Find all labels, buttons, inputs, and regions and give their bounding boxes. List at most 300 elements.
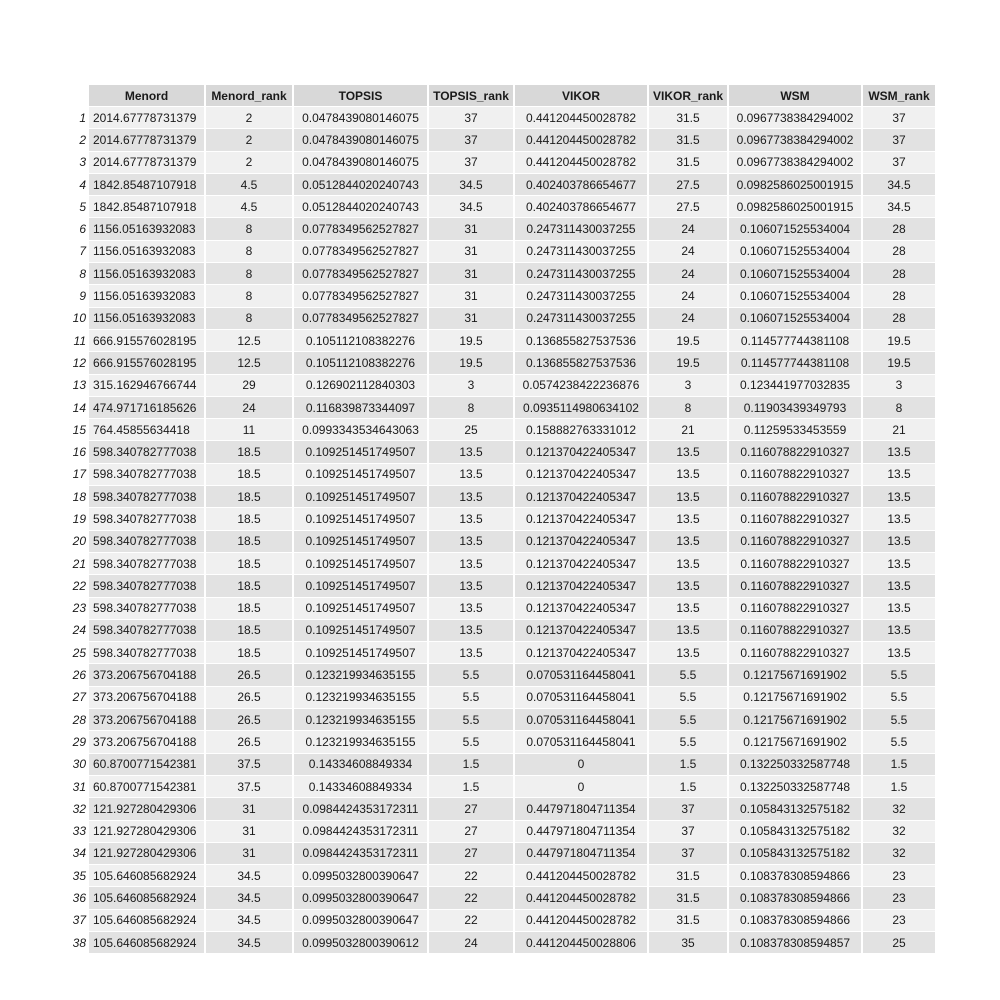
cell-menord: 666.915576028195	[89, 352, 206, 374]
row-number: 35	[62, 865, 89, 887]
cell-menord: 2014.67778731379	[89, 107, 206, 129]
cell-topsis-rank: 13.5	[429, 441, 515, 463]
cell-menord: 60.8700771542381	[89, 754, 206, 776]
table-row[interactable]	[62, 152, 937, 174]
cell-menord-rank: 31	[206, 843, 294, 865]
cell-topsis: 0.123219934635155	[294, 687, 429, 709]
cell-vikor: 0.0574238422236876	[515, 375, 649, 397]
cell-topsis-rank: 22	[429, 887, 515, 909]
row-number: 9	[62, 285, 89, 307]
row-number: 34	[62, 843, 89, 865]
cell-topsis: 0.123219934635155	[294, 709, 429, 731]
cell-wsm: 0.12175671691902	[729, 709, 863, 731]
cell-vikor-rank: 13.5	[649, 464, 729, 486]
cell-topsis: 0.109251451749507	[294, 575, 429, 597]
cell-menord: 1842.85487107918	[89, 174, 206, 196]
row-number: 37	[62, 910, 89, 932]
table-row[interactable]	[62, 642, 937, 664]
table-row[interactable]	[62, 687, 937, 709]
cell-wsm-rank: 32	[863, 843, 937, 865]
cell-menord: 598.340782777038	[89, 575, 206, 597]
cell-topsis-rank: 1.5	[429, 754, 515, 776]
cell-menord-rank: 18.5	[206, 553, 294, 575]
cell-topsis-rank: 13.5	[429, 486, 515, 508]
table-row[interactable]	[62, 598, 937, 620]
row-number: 10	[62, 308, 89, 330]
cell-vikor: 0.441204450028782	[515, 865, 649, 887]
table-row[interactable]	[62, 129, 937, 151]
cell-vikor: 0.447971804711354	[515, 798, 649, 820]
cell-wsm: 0.106071525534004	[729, 218, 863, 240]
table-row[interactable]	[62, 843, 937, 865]
cell-topsis-rank: 5.5	[429, 664, 515, 686]
cell-topsis: 0.0984424353172311	[294, 821, 429, 843]
cell-menord-rank: 2	[206, 129, 294, 151]
cell-menord: 373.206756704188	[89, 664, 206, 686]
cell-topsis-rank: 13.5	[429, 531, 515, 553]
cell-topsis-rank: 34.5	[429, 196, 515, 218]
cell-wsm: 0.123441977032835	[729, 375, 863, 397]
cell-topsis: 0.0478439080146075	[294, 129, 429, 151]
table-row[interactable]	[62, 821, 937, 843]
cell-menord-rank: 34.5	[206, 910, 294, 932]
cell-menord: 474.971716185626	[89, 397, 206, 419]
cell-vikor: 0.441204450028782	[515, 129, 649, 151]
table-row[interactable]	[62, 218, 937, 240]
cell-menord-rank: 8	[206, 263, 294, 285]
cell-topsis-rank: 31	[429, 218, 515, 240]
row-number: 25	[62, 642, 89, 664]
cell-wsm: 0.108378308594866	[729, 887, 863, 909]
cell-wsm: 0.106071525534004	[729, 308, 863, 330]
cell-wsm-rank: 3	[863, 375, 937, 397]
cell-wsm-rank: 25	[863, 932, 937, 954]
cell-menord: 121.927280429306	[89, 843, 206, 865]
cell-menord: 373.206756704188	[89, 709, 206, 731]
cell-vikor-rank: 19.5	[649, 352, 729, 374]
row-number: 14	[62, 397, 89, 419]
cell-vikor-rank: 31.5	[649, 107, 729, 129]
cell-topsis: 0.109251451749507	[294, 598, 429, 620]
cell-vikor-rank: 5.5	[649, 709, 729, 731]
cell-wsm-rank: 23	[863, 865, 937, 887]
cell-vikor: 0.0935114980634102	[515, 397, 649, 419]
table-row[interactable]	[62, 776, 937, 798]
cell-wsm-rank: 19.5	[863, 330, 937, 352]
table-row[interactable]	[62, 620, 937, 642]
cell-wsm-rank: 13.5	[863, 642, 937, 664]
cell-wsm-rank: 5.5	[863, 709, 937, 731]
cell-wsm: 0.116078822910327	[729, 486, 863, 508]
cell-menord-rank: 8	[206, 285, 294, 307]
row-number: 1	[62, 107, 89, 129]
row-number: 26	[62, 664, 89, 686]
cell-topsis-rank: 24	[429, 932, 515, 954]
table-row[interactable]	[62, 486, 937, 508]
cell-wsm: 0.116078822910327	[729, 553, 863, 575]
cell-menord-rank: 26.5	[206, 709, 294, 731]
row-number: 15	[62, 419, 89, 441]
cell-topsis-rank: 27	[429, 798, 515, 820]
cell-menord: 598.340782777038	[89, 486, 206, 508]
cell-menord-rank: 12.5	[206, 330, 294, 352]
table-row[interactable]	[62, 375, 937, 397]
cell-vikor-rank: 13.5	[649, 486, 729, 508]
cell-wsm-rank: 13.5	[863, 508, 937, 530]
cell-topsis: 0.0995032800390612	[294, 932, 429, 954]
cell-vikor: 0.136855827537536	[515, 352, 649, 374]
cell-vikor-rank: 13.5	[649, 553, 729, 575]
cell-menord: 1156.05163932083	[89, 218, 206, 240]
cell-wsm: 0.116078822910327	[729, 575, 863, 597]
cell-vikor-rank: 3	[649, 375, 729, 397]
cell-topsis: 0.123219934635155	[294, 731, 429, 753]
row-number: 8	[62, 263, 89, 285]
cell-topsis: 0.109251451749507	[294, 508, 429, 530]
column-header-vikor[interactable]: VIKOR	[515, 85, 649, 107]
cell-topsis-rank: 25	[429, 419, 515, 441]
cell-wsm-rank: 28	[863, 241, 937, 263]
cell-menord: 764.45855634418	[89, 419, 206, 441]
cell-topsis: 0.109251451749507	[294, 553, 429, 575]
cell-vikor-rank: 31.5	[649, 887, 729, 909]
cell-wsm-rank: 21	[863, 419, 937, 441]
cell-wsm: 0.12175671691902	[729, 664, 863, 686]
cell-topsis: 0.109251451749507	[294, 486, 429, 508]
cell-vikor-rank: 37	[649, 843, 729, 865]
cell-topsis-rank: 13.5	[429, 508, 515, 530]
cell-topsis-rank: 5.5	[429, 731, 515, 753]
table-row[interactable]	[62, 553, 937, 575]
cell-topsis: 0.14334608849334	[294, 776, 429, 798]
cell-topsis-rank: 27	[429, 821, 515, 843]
cell-topsis: 0.105112108382276	[294, 352, 429, 374]
cell-vikor-rank: 13.5	[649, 531, 729, 553]
cell-menord-rank: 24	[206, 397, 294, 419]
cell-menord-rank: 37.5	[206, 754, 294, 776]
cell-menord-rank: 34.5	[206, 887, 294, 909]
cell-menord-rank: 4.5	[206, 174, 294, 196]
table-row[interactable]	[62, 932, 937, 954]
cell-vikor: 0.158882763331012	[515, 419, 649, 441]
cell-wsm-rank: 34.5	[863, 196, 937, 218]
table-row[interactable]	[62, 196, 937, 218]
results-table	[62, 85, 937, 954]
cell-wsm: 0.132250332587748	[729, 776, 863, 798]
cell-menord-rank: 18.5	[206, 486, 294, 508]
cell-wsm-rank: 37	[863, 129, 937, 151]
table-row[interactable]	[62, 397, 937, 419]
cell-vikor: 0.121370422405347	[515, 441, 649, 463]
cell-wsm-rank: 13.5	[863, 620, 937, 642]
cell-wsm: 0.132250332587748	[729, 754, 863, 776]
cell-vikor: 0.070531164458041	[515, 664, 649, 686]
cell-topsis-rank: 27	[429, 843, 515, 865]
cell-wsm: 0.116078822910327	[729, 464, 863, 486]
cell-menord-rank: 26.5	[206, 731, 294, 753]
cell-menord: 60.8700771542381	[89, 776, 206, 798]
table-row[interactable]	[62, 263, 937, 285]
cell-vikor: 0.247311430037255	[515, 218, 649, 240]
cell-topsis-rank: 13.5	[429, 642, 515, 664]
table-row[interactable]	[62, 910, 937, 932]
cell-vikor-rank: 31.5	[649, 865, 729, 887]
cell-wsm-rank: 13.5	[863, 575, 937, 597]
cell-topsis: 0.0995032800390647	[294, 910, 429, 932]
cell-vikor-rank: 5.5	[649, 687, 729, 709]
cell-menord: 598.340782777038	[89, 508, 206, 530]
cell-vikor: 0.441204450028806	[515, 932, 649, 954]
row-number: 24	[62, 620, 89, 642]
cell-topsis-rank: 34.5	[429, 174, 515, 196]
cell-vikor-rank: 1.5	[649, 776, 729, 798]
table-row[interactable]	[62, 107, 937, 129]
cell-menord: 598.340782777038	[89, 441, 206, 463]
table-row[interactable]	[62, 308, 937, 330]
cell-topsis: 0.109251451749507	[294, 642, 429, 664]
cell-menord-rank: 18.5	[206, 642, 294, 664]
cell-vikor: 0.070531164458041	[515, 709, 649, 731]
column-header-wsm-rank[interactable]: WSM_rank	[863, 85, 937, 107]
cell-menord: 105.646085682924	[89, 865, 206, 887]
cell-menord-rank: 12.5	[206, 352, 294, 374]
row-number: 3	[62, 152, 89, 174]
cell-wsm: 0.116078822910327	[729, 508, 863, 530]
cell-vikor: 0.121370422405347	[515, 508, 649, 530]
cell-topsis: 0.126902112840303	[294, 375, 429, 397]
row-number: 11	[62, 330, 89, 352]
cell-topsis: 0.0778349562527827	[294, 263, 429, 285]
cell-wsm: 0.108378308594857	[729, 932, 863, 954]
cell-topsis-rank: 13.5	[429, 553, 515, 575]
row-number: 18	[62, 486, 89, 508]
cell-menord-rank: 18.5	[206, 620, 294, 642]
row-number: 5	[62, 196, 89, 218]
cell-menord: 598.340782777038	[89, 464, 206, 486]
row-number: 7	[62, 241, 89, 263]
cell-wsm-rank: 1.5	[863, 776, 937, 798]
cell-topsis-rank: 5.5	[429, 687, 515, 709]
cell-menord: 121.927280429306	[89, 821, 206, 843]
cell-menord: 598.340782777038	[89, 553, 206, 575]
cell-wsm-rank: 13.5	[863, 598, 937, 620]
cell-menord: 373.206756704188	[89, 731, 206, 753]
cell-menord: 598.340782777038	[89, 598, 206, 620]
column-header-menord[interactable]: Menord	[89, 85, 206, 107]
table-row[interactable]	[62, 174, 937, 196]
cell-menord: 1156.05163932083	[89, 285, 206, 307]
cell-vikor-rank: 31.5	[649, 910, 729, 932]
cell-wsm-rank: 37	[863, 152, 937, 174]
cell-vikor-rank: 35	[649, 932, 729, 954]
column-header-vikor-rank[interactable]: VIKOR_rank	[649, 85, 729, 107]
cell-vikor-rank: 24	[649, 263, 729, 285]
cell-vikor-rank: 24	[649, 241, 729, 263]
table-row[interactable]	[62, 664, 937, 686]
cell-menord: 598.340782777038	[89, 531, 206, 553]
cell-vikor: 0.121370422405347	[515, 620, 649, 642]
cell-wsm: 0.0967738384294002	[729, 107, 863, 129]
cell-vikor: 0.441204450028782	[515, 887, 649, 909]
cell-wsm: 0.105843132575182	[729, 843, 863, 865]
cell-wsm: 0.116078822910327	[729, 642, 863, 664]
row-number: 22	[62, 575, 89, 597]
cell-wsm: 0.114577744381108	[729, 330, 863, 352]
cell-vikor: 0.441204450028782	[515, 107, 649, 129]
cell-wsm-rank: 28	[863, 308, 937, 330]
cell-wsm: 0.0967738384294002	[729, 129, 863, 151]
cell-wsm-rank: 13.5	[863, 464, 937, 486]
cell-wsm-rank: 28	[863, 218, 937, 240]
cell-topsis: 0.0995032800390647	[294, 887, 429, 909]
cell-vikor-rank: 13.5	[649, 441, 729, 463]
table-row[interactable]	[62, 419, 937, 441]
cell-vikor: 0.121370422405347	[515, 531, 649, 553]
cell-topsis-rank: 31	[429, 285, 515, 307]
cell-vikor: 0.402403786654677	[515, 196, 649, 218]
cell-topsis-rank: 37	[429, 107, 515, 129]
table-row[interactable]	[62, 352, 937, 374]
cell-vikor: 0.121370422405347	[515, 464, 649, 486]
cell-topsis-rank: 8	[429, 397, 515, 419]
cell-vikor-rank: 37	[649, 821, 729, 843]
cell-menord-rank: 8	[206, 308, 294, 330]
cell-wsm-rank: 23	[863, 910, 937, 932]
header-row	[62, 85, 937, 107]
table-row[interactable]	[62, 330, 937, 352]
cell-menord-rank: 8	[206, 241, 294, 263]
row-number: 32	[62, 798, 89, 820]
cell-menord: 1156.05163932083	[89, 308, 206, 330]
cell-vikor: 0.247311430037255	[515, 285, 649, 307]
row-number: 12	[62, 352, 89, 374]
cell-vikor: 0.121370422405347	[515, 553, 649, 575]
cell-menord-rank: 37.5	[206, 776, 294, 798]
cell-topsis: 0.0993343534643063	[294, 419, 429, 441]
row-number: 2	[62, 129, 89, 151]
column-header-topsis[interactable]: TOPSIS	[294, 85, 429, 107]
cell-vikor-rank: 31.5	[649, 152, 729, 174]
cell-topsis: 0.14334608849334	[294, 754, 429, 776]
cell-wsm: 0.108378308594866	[729, 865, 863, 887]
cell-topsis: 0.0778349562527827	[294, 218, 429, 240]
cell-vikor: 0	[515, 754, 649, 776]
table-row[interactable]	[62, 241, 937, 263]
cell-topsis-rank: 13.5	[429, 464, 515, 486]
cell-vikor-rank: 8	[649, 397, 729, 419]
column-header-topsis-rank[interactable]: TOPSIS_rank	[429, 85, 515, 107]
column-header-menord-rank[interactable]: Menord_rank	[206, 85, 294, 107]
cell-vikor-rank: 5.5	[649, 731, 729, 753]
table-row[interactable]	[62, 887, 937, 909]
cell-menord-rank: 18.5	[206, 464, 294, 486]
cell-menord-rank: 31	[206, 821, 294, 843]
cell-vikor-rank: 13.5	[649, 598, 729, 620]
cell-topsis-rank: 37	[429, 152, 515, 174]
table-row[interactable]	[62, 865, 937, 887]
cell-wsm-rank: 32	[863, 821, 937, 843]
cell-menord: 373.206756704188	[89, 687, 206, 709]
table-row[interactable]	[62, 731, 937, 753]
row-number: 31	[62, 776, 89, 798]
cell-vikor-rank: 24	[649, 285, 729, 307]
cell-wsm-rank: 5.5	[863, 664, 937, 686]
cell-vikor: 0.447971804711354	[515, 843, 649, 865]
row-number: 27	[62, 687, 89, 709]
row-number: 4	[62, 174, 89, 196]
row-number-header	[62, 85, 89, 107]
column-header-wsm[interactable]: WSM	[729, 85, 863, 107]
cell-menord-rank: 26.5	[206, 664, 294, 686]
cell-wsm-rank: 28	[863, 263, 937, 285]
row-number: 21	[62, 553, 89, 575]
cell-topsis: 0.0778349562527827	[294, 285, 429, 307]
cell-wsm: 0.116078822910327	[729, 620, 863, 642]
cell-topsis-rank: 37	[429, 129, 515, 151]
table-row[interactable]	[62, 531, 937, 553]
cell-topsis: 0.0478439080146075	[294, 107, 429, 129]
cell-menord: 105.646085682924	[89, 932, 206, 954]
cell-wsm-rank: 5.5	[863, 731, 937, 753]
cell-topsis: 0.0778349562527827	[294, 241, 429, 263]
cell-topsis: 0.0984424353172311	[294, 798, 429, 820]
cell-menord: 598.340782777038	[89, 620, 206, 642]
cell-topsis: 0.116839873344097	[294, 397, 429, 419]
row-number: 16	[62, 441, 89, 463]
table-row[interactable]	[62, 754, 937, 776]
cell-wsm: 0.0967738384294002	[729, 152, 863, 174]
cell-menord-rank: 34.5	[206, 932, 294, 954]
table-row[interactable]	[62, 441, 937, 463]
cell-wsm: 0.106071525534004	[729, 263, 863, 285]
cell-wsm-rank: 13.5	[863, 486, 937, 508]
cell-menord: 598.340782777038	[89, 642, 206, 664]
cell-wsm: 0.116078822910327	[729, 531, 863, 553]
cell-wsm: 0.108378308594866	[729, 910, 863, 932]
cell-wsm-rank: 13.5	[863, 531, 937, 553]
cell-vikor: 0.441204450028782	[515, 910, 649, 932]
cell-vikor-rank: 19.5	[649, 330, 729, 352]
cell-vikor-rank: 31.5	[649, 129, 729, 151]
cell-wsm-rank: 34.5	[863, 174, 937, 196]
cell-wsm: 0.105843132575182	[729, 821, 863, 843]
cell-vikor: 0.247311430037255	[515, 241, 649, 263]
cell-vikor: 0.247311430037255	[515, 308, 649, 330]
table-row[interactable]	[62, 285, 937, 307]
cell-wsm-rank: 23	[863, 887, 937, 909]
cell-wsm-rank: 1.5	[863, 754, 937, 776]
cell-menord: 1156.05163932083	[89, 241, 206, 263]
cell-topsis-rank: 3	[429, 375, 515, 397]
table-row[interactable]	[62, 508, 937, 530]
table-row[interactable]	[62, 575, 937, 597]
table-row[interactable]	[62, 464, 937, 486]
row-number: 29	[62, 731, 89, 753]
cell-menord: 1842.85487107918	[89, 196, 206, 218]
cell-topsis-rank: 22	[429, 910, 515, 932]
cell-vikor: 0.121370422405347	[515, 642, 649, 664]
cell-topsis-rank: 13.5	[429, 598, 515, 620]
cell-vikor-rank: 24	[649, 218, 729, 240]
cell-topsis-rank: 5.5	[429, 709, 515, 731]
cell-menord-rank: 2	[206, 107, 294, 129]
cell-vikor-rank: 13.5	[649, 575, 729, 597]
table-row[interactable]	[62, 709, 937, 731]
cell-topsis: 0.0512844020240743	[294, 196, 429, 218]
table-row[interactable]	[62, 798, 937, 820]
cell-topsis: 0.109251451749507	[294, 441, 429, 463]
row-number: 30	[62, 754, 89, 776]
